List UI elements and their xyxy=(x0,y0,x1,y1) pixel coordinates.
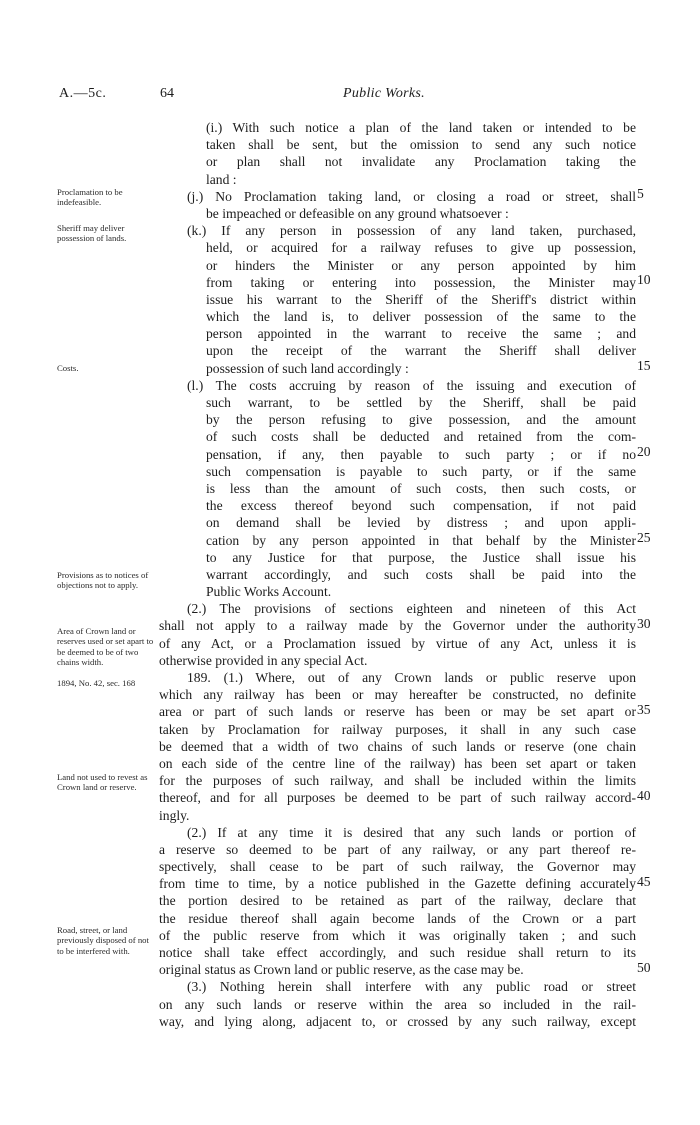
text-line: shall not apply to a railway made by the Governor under the authority xyxy=(159,618,636,634)
text-line: on any such lands or reserve within the area so included in the rail- xyxy=(159,996,636,1012)
text-line: is less than the amount of such costs, then such costs, or xyxy=(206,480,636,496)
text-line: way, and lying along, adjacent to, or crossed by any such railway, except xyxy=(159,1013,636,1029)
text-line: land : xyxy=(206,171,237,187)
margin-note-objections-not-apply: Provisions as to notices of objections not to apply. xyxy=(57,570,149,591)
text-line: the portion desired to be retained as part of the railway, declare that xyxy=(159,893,636,909)
text-line: ingly. xyxy=(159,807,190,823)
text-line: person appointed in the warrant to receive the same ; and xyxy=(206,326,636,342)
text-line: (l.) The costs accruing by reason of the issuing and execution of xyxy=(187,377,636,393)
text-line: issue his warrant to the Sheriff of the Sheriff's district within xyxy=(206,291,636,307)
text-line: possession of such land accordingly : xyxy=(206,360,409,376)
text-line: by the person refusing to give possession, and the amount xyxy=(206,412,636,428)
parliamentary-paper-code: A.—5c. xyxy=(59,86,107,101)
text-line: area or part of such lands or reserve has been or may be set apart or xyxy=(159,704,636,720)
text-line: on demand shall be levied by distress ; and upon appli- xyxy=(206,515,636,531)
text-line: from taking or entering into possession, the Minister may xyxy=(206,274,636,290)
line-number: 40 xyxy=(637,788,651,803)
text-line: or hinders the Minister or any person appointed by him xyxy=(206,257,636,273)
text-line: the residue thereof shall again become lands of the Crown or a part xyxy=(159,910,636,926)
margin-note-two-chains-width: Area of Crown land or reserves used or set apart to be deemed to be of two chains width. xyxy=(57,626,154,668)
page-number: 64 xyxy=(160,86,174,101)
text-line: Public Works Account. xyxy=(206,584,332,600)
margin-note-road-street: Road, street, or land previously disposed of not to be interfered with. xyxy=(57,925,149,956)
text-line: taken shall be sent, but the omission to send any such notice xyxy=(206,137,636,153)
text-line: from time to time, by a notice published in the Gazette defining accurately xyxy=(159,876,636,892)
margin-note-costs: Costs. xyxy=(57,363,79,373)
text-line: spectively, shall cease to be part of such railway, the Governor may xyxy=(159,859,636,875)
text-line: (i.) With such notice a plan of the land taken or intended to be xyxy=(206,120,636,135)
text-line: (k.) If any person in possession of any land taken, purchased, xyxy=(187,223,636,239)
text-line: original status as Crown land or public reserve, as the case may be. xyxy=(159,962,524,978)
text-line: on each side of the centre line of the railway) has been set apart or taken xyxy=(159,755,636,771)
page-header xyxy=(0,86,700,106)
line-number: 5 xyxy=(637,186,644,201)
margin-note-sheriff-possession: Sheriff may deliver possession of lands. xyxy=(57,223,127,244)
line-number: 25 xyxy=(637,530,651,545)
text-line: which any railway has been or may hereafter be constructed, no definite xyxy=(159,687,636,703)
line-number: 30 xyxy=(637,616,651,631)
section-189-line: 189. (1.) Where, out of any Crown lands or public reserve upon xyxy=(187,670,636,685)
line-number: 15 xyxy=(637,358,651,373)
text-line: such warrant, to be settled by the Sheriff, shall be paid xyxy=(206,395,636,410)
text-line: to any Justice for that purpose, the Justice shall issue his xyxy=(206,549,636,565)
text-line: cation by any person appointed in that behalf by the Minister xyxy=(206,532,636,548)
text-line: (2.) The provisions of sections eighteen and nineteen of this Act xyxy=(187,601,636,617)
text-line: which the land is, to deliver possession of the same to the xyxy=(206,309,636,325)
text-line: (j.) No Proclamation taking land, or closing a road or street, shall xyxy=(187,188,636,204)
text-line: be impeached or defeasible on any ground whatsoever : xyxy=(206,205,509,221)
text-line: or plan shall not invalidate any Proclamation taking the xyxy=(206,154,636,170)
text-line: held, or acquired for a railway refuses to give up possession, xyxy=(206,240,636,256)
text-line: warrant accordingly, and such costs shall be paid into the xyxy=(206,566,636,582)
text-line: for the purposes of such railway, and shall be included within the limits xyxy=(159,773,636,789)
statute-text xyxy=(159,119,636,1030)
text-line: thereof, and for all purposes be deemed to be part of such railway accord- xyxy=(159,790,636,806)
line-number: 35 xyxy=(637,702,651,717)
text-line: such compensation is payable to such party, or if the same xyxy=(206,463,636,479)
text-line: pensation, if any, then payable to such party ; or if no xyxy=(206,446,636,462)
line-number: 10 xyxy=(637,272,651,287)
text-line: of any Act, or a Proclamation issued by virtue of any Act, unless it is xyxy=(159,635,636,651)
line-number: 50 xyxy=(637,960,651,975)
margin-note-citation: 1894, No. 42, sec. 168 xyxy=(57,678,136,688)
text-line: otherwise provided in any special Act. xyxy=(159,652,368,668)
line-number: 20 xyxy=(637,444,651,459)
text-line: taken by Proclamation for railway purposes, it shall in any such case xyxy=(159,721,636,737)
margin-note-revest-crown-land: Land not used to revest as Crown land or reserve. xyxy=(57,772,148,793)
text-line: be deemed that a width of two chains of such lands or reserve (one chain xyxy=(159,738,636,754)
text-line: of such costs shall be deducted and retained from the com- xyxy=(206,429,636,445)
text-line: (3.) Nothing herein shall interfere with any public road or street xyxy=(187,979,636,995)
running-title: Public Works. xyxy=(343,86,425,101)
text-line: (2.) If at any time it is desired that any such lands or portion of xyxy=(187,824,636,840)
text-line: notice shall take effect accordingly, and such residue shall return to its xyxy=(159,945,636,960)
line-number: 45 xyxy=(637,874,651,889)
margin-note-proclamation-indefeasible: Proclamation to be indefeasible. xyxy=(57,187,123,208)
text-line: upon the receipt of the warrant the Sheriff shall deliver xyxy=(206,343,636,359)
text-line: a reserve so deemed to be part of any railway, or any part thereof re- xyxy=(159,841,636,857)
text-line: the excess thereof beyond such compensation, if not paid xyxy=(206,498,636,514)
text-line: of the public reserve from which it was originally taken ; and such xyxy=(159,927,636,943)
